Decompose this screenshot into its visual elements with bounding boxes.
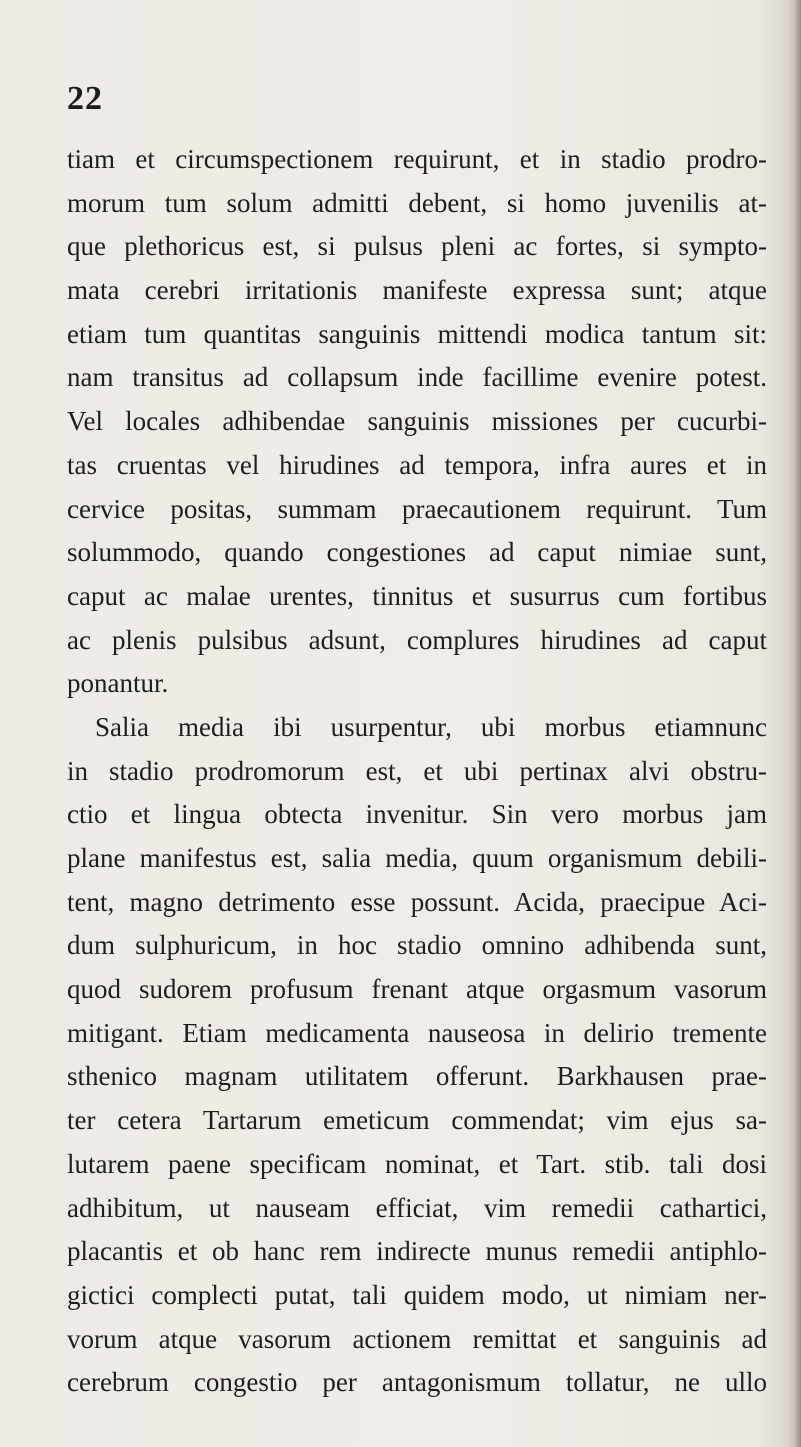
text-line: cerebrum congestio per antagonismum tollatur, ne ullo (67, 1367, 767, 1398)
text-line: ter cetera Tartarum emeticum commendat; vim ejus sa- (67, 1105, 767, 1136)
text-line: plane manifestus est, salia media, quum organismum debili- (67, 843, 767, 873)
text-line: mata cerebri irritationis manifeste expressa sunt; atque (67, 275, 767, 306)
text-line: lutarem paene specificam nominat, et Tart. stib. tali dosi (67, 1148, 767, 1179)
text-line: etiam tum quantitas sanguinis mittendi modica tantum sit: (67, 318, 767, 349)
text-line: nam transitus ad collapsum inde facillime evenire potest. (67, 362, 767, 393)
text-line: in stadio prodromorum est, et ubi pertinax alvi obstru- (67, 755, 767, 786)
text-line: solummodo, quando congestiones ad caput nimiae sunt, (67, 537, 767, 568)
text-line: adhibitum, ut nauseam efficiat, vim remedii cathartici, (67, 1192, 767, 1223)
text-line: dum sulphuricum, in hoc stadio omnino adhibenda sunt, (67, 930, 767, 961)
text-line: ac plenis pulsibus adsunt, complures hirudines ad caput (67, 624, 767, 655)
text-line: tas cruentas vel hirudines ad tempora, infra aures et in (67, 449, 767, 480)
text-line: Vel locales adhibendae sanguinis missiones per cucurbi- (67, 406, 767, 437)
text-line: caput ac malae urentes, tinnitus et susurrus cum fortibus (67, 580, 767, 611)
text-line: tiam et circumspectionem requirunt, et in stadio prodro- (67, 144, 767, 174)
text-line: gictici complecti putat, tali quidem modo, ut nimiam ner- (67, 1279, 767, 1310)
text-line: sthenico magnam utilitatem offerunt. Barkhausen prae- (67, 1061, 767, 1092)
text-line: cervice positas, summam praecautionem requirunt. Tum (67, 493, 767, 524)
body-text (67, 138, 767, 1405)
text-line: quod sudorem profusum frenant atque orgasmum vasorum (67, 974, 767, 1005)
text-line: placantis et ob hanc rem indirecte munus remedii antiphlo- (67, 1236, 767, 1267)
page-edge-shadow (787, 0, 801, 1447)
text-line: ctio et lingua obtecta invenitur. Sin vero morbus jam (67, 799, 767, 830)
text-line: mitigant. Etiam medicamenta nauseosa in delirio tremente (67, 1017, 767, 1048)
text-line: que plethoricus est, si pulsus pleni ac fortes, si sympto- (67, 231, 767, 262)
text-line: tent, magno detrimento esse possunt. Acida, praecipue Aci- (67, 886, 767, 917)
text-line: ponantur. (67, 668, 169, 699)
page-number: 22 (67, 80, 103, 117)
text-line: vorum atque vasorum actionem remittat et sanguinis ad (67, 1323, 767, 1354)
text-line: Salia media ibi usurpentur, ubi morbus etiamnunc (95, 711, 767, 742)
text-line: morum tum solum admitti debent, si homo juvenilis at- (67, 187, 767, 218)
